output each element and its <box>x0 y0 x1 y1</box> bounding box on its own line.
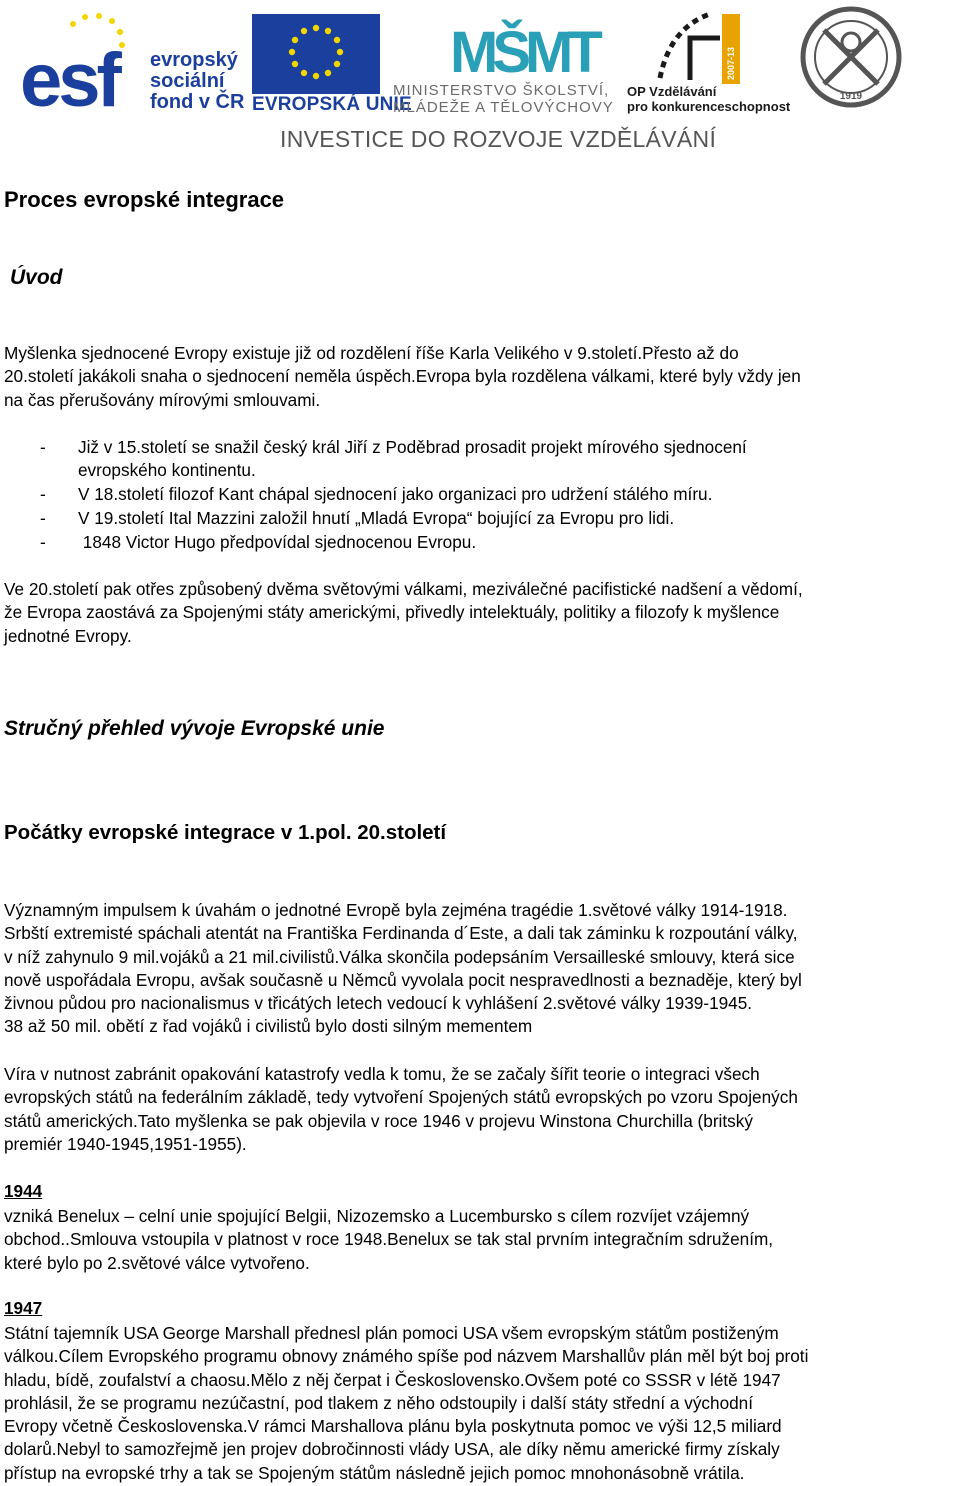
list-dash: - <box>40 532 46 552</box>
op-caption-line: pro konkurenceschopnost <box>627 99 791 114</box>
text-line: přístup na evropské trhy a tak se Spojeným státům následně jejich pomoc mnohonásobně vrátila. <box>4 1462 745 1483</box>
text-line: premiér 1940-1945,1951-1955). <box>4 1133 247 1154</box>
msmt-logo <box>448 6 597 85</box>
investice-title: INVESTICE DO ROZVOJE VZDĚLÁVÁNÍ <box>280 126 717 152</box>
year-heading-1944: 1944 <box>4 1181 43 1201</box>
text-line: nově uspořádala Evropu, avšak současně u Němců vyvolala pocit nespravedlnosti a beznaděje, který byl <box>4 969 802 990</box>
msmt-logo-text: MŠMT <box>450 20 597 85</box>
text-line: Evropy včetně Československa.V rámci Marshallova plánu byla poskytnuta pomoc ve výši 12,5 miliard <box>4 1416 782 1437</box>
op-caption <box>627 84 790 114</box>
section-heading-pocatky: Počátky evropské integrace v 1.pol. 20.století <box>4 821 447 844</box>
text-line: dolarů.Nebyl to samozřejmě jen projev dobročinnosti vlády USA, ale díky němu americké firmy získaly <box>4 1439 780 1460</box>
msmt-caption-line: MINISTERSTVO ŠKOLSTVÍ, <box>393 82 610 99</box>
text-line: které bylo po 2.světové válce vytvořeno. <box>4 1252 310 1273</box>
esf-caption <box>150 50 244 113</box>
impulse-paragraph <box>4 899 958 1039</box>
text-line: Ve 20.století pak otřes způsobený dvěma světovými válkami, meziválečné pacifistické nadšení a vědomí, <box>4 579 803 599</box>
op-caption-line: OP Vzdělávání <box>627 84 717 99</box>
list-item-text <box>78 436 898 483</box>
text-line: prohlásil, že se programu nezúčastní, pod tlakem z něho odstoupily i další státy střední a východní <box>4 1392 754 1413</box>
text-line: Významným impulsem k úvahám o jednotné Evropě byla zejména tragédie 1.světové války 1914-1918. <box>4 900 788 920</box>
text-line: evropských států na federálním základě, tedy vytvoření Spojených států evropských po vzoru Spojených <box>4 1087 798 1108</box>
text-line: evropského kontinentu. <box>78 460 256 481</box>
esf-logo <box>18 8 150 123</box>
text-line: v níž zahynulo 9 mil.vojáků a 21 mil.civilistů.Válka skončila podepsáním Versailleské smlouvy, která sice <box>4 946 795 967</box>
list-item-text: V 18.století filozof Kant chápal sjednocení jako organizaci pro udržení stálého míru. <box>78 484 713 504</box>
university-seal <box>796 4 906 110</box>
op-logo <box>650 8 746 88</box>
seal-year: 1919 <box>839 91 863 102</box>
text-line: obchod..Smlouva vstoupila v platnost v roce 1948.Benelux se tak stal prvním integračním sdružením, <box>4 1229 774 1250</box>
page-title: Proces evropské integrace <box>4 187 285 212</box>
intro-paragraph <box>4 342 958 412</box>
msmt-caption-line: MLÁDEŽE A TĚLOVÝCHOVY <box>393 99 614 116</box>
text-line: 38 až 50 mil. obětí z řad vojáků i civilistů bylo dosti silným mementem <box>4 1016 533 1037</box>
list-dash: - <box>40 437 46 457</box>
federal-paragraph <box>4 1063 958 1156</box>
list-item-text: V 19.století Ital Mazzini založil hnutí „Mladá Evropa“ bojující za Evropu pro lidi. <box>78 508 675 528</box>
eu-flag <box>252 14 380 94</box>
logo-bar <box>0 0 960 160</box>
text-line: že Evropa zaostává za Spojenými státy americkými, přivedly intelektuály, politiky a filozofy k myšlence <box>4 602 780 623</box>
op-years: 2007-13 <box>726 46 736 80</box>
text-line: živnou půdou pro nacionalismus v třicátých letech vedoucí k vyhlášení 2.světové války 1939-1945. <box>4 993 753 1014</box>
text-line: válkou.Cílem Evropského programu obnovy známého spíše pod názvem Marshallův plán měl být boj proti <box>4 1346 809 1367</box>
year-heading-1947: 1947 <box>4 1298 43 1318</box>
esf-caption-line: sociální <box>150 70 225 92</box>
esf-caption-line: evropský <box>150 49 238 71</box>
text-line: 20.století jakákoli snaha o sjednocení neměla úspěch.Evropa byla rozdělena válkami, které byly vždy jen <box>4 366 801 387</box>
text-line: na čas přerušovány mírovými smlouvami. <box>4 389 321 410</box>
esf-logo-text: esf <box>20 38 118 123</box>
text-line: hladu, bídě, zoufalství a chaosu.Mělo z něj čerpat i Československo.Ovšem poté co SSSR v létě 1947 <box>4 1369 781 1390</box>
ve20-paragraph <box>4 578 958 648</box>
text-line: Již v 15.století se snažil český král Jiří z Poděbrad prosadit projekt mírového sjednocení <box>78 437 747 457</box>
text-line: Myšlenka sjednocené Evropy existuje již od rozdělení říše Karla Velikého v 9.století.Přesto až do <box>4 343 739 363</box>
benelux-paragraph <box>4 1205 958 1275</box>
eu-caption: EVROPSKÁ UNIE <box>252 94 412 115</box>
list-dash: - <box>40 484 46 504</box>
esf-caption-line: fond v ČR <box>150 91 245 113</box>
section-heading-uvod: Úvod <box>10 266 63 289</box>
text-line: vzniká Benelux – celní unie spojující Belgii, Nizozemsko a Lucembursko s cílem rozvíjet vzájemný <box>4 1206 750 1226</box>
text-line: Srbští extremisté spáchali atentát na Františka Ferdinanda d´Este, a dali tak záminku k rozpoutání války, <box>4 923 798 944</box>
text-line: Víra v nutnost zabránit opakování katastrofy vedla k tomu, že se začaly šířit teorie o integraci všech <box>4 1064 760 1084</box>
section-heading-prehled: Stručný přehled vývoje Evropské unie <box>4 717 385 740</box>
list-dash: - <box>40 508 46 528</box>
msmt-caption <box>393 82 614 116</box>
marshall-paragraph <box>4 1322 958 1485</box>
text-line: států amerických.Tato myšlenka se pak objevila v roce 1946 v projevu Winstona Churchilla (britský <box>4 1110 753 1131</box>
list-item-text: 1848 Victor Hugo předpovídal sjednocenou Evropu. <box>78 532 477 552</box>
text-line: Státní tajemník USA George Marshall přednesl plán pomoci USA všem evropským státům postiženým <box>4 1323 779 1343</box>
text-line: jednotné Evropy. <box>4 625 132 646</box>
